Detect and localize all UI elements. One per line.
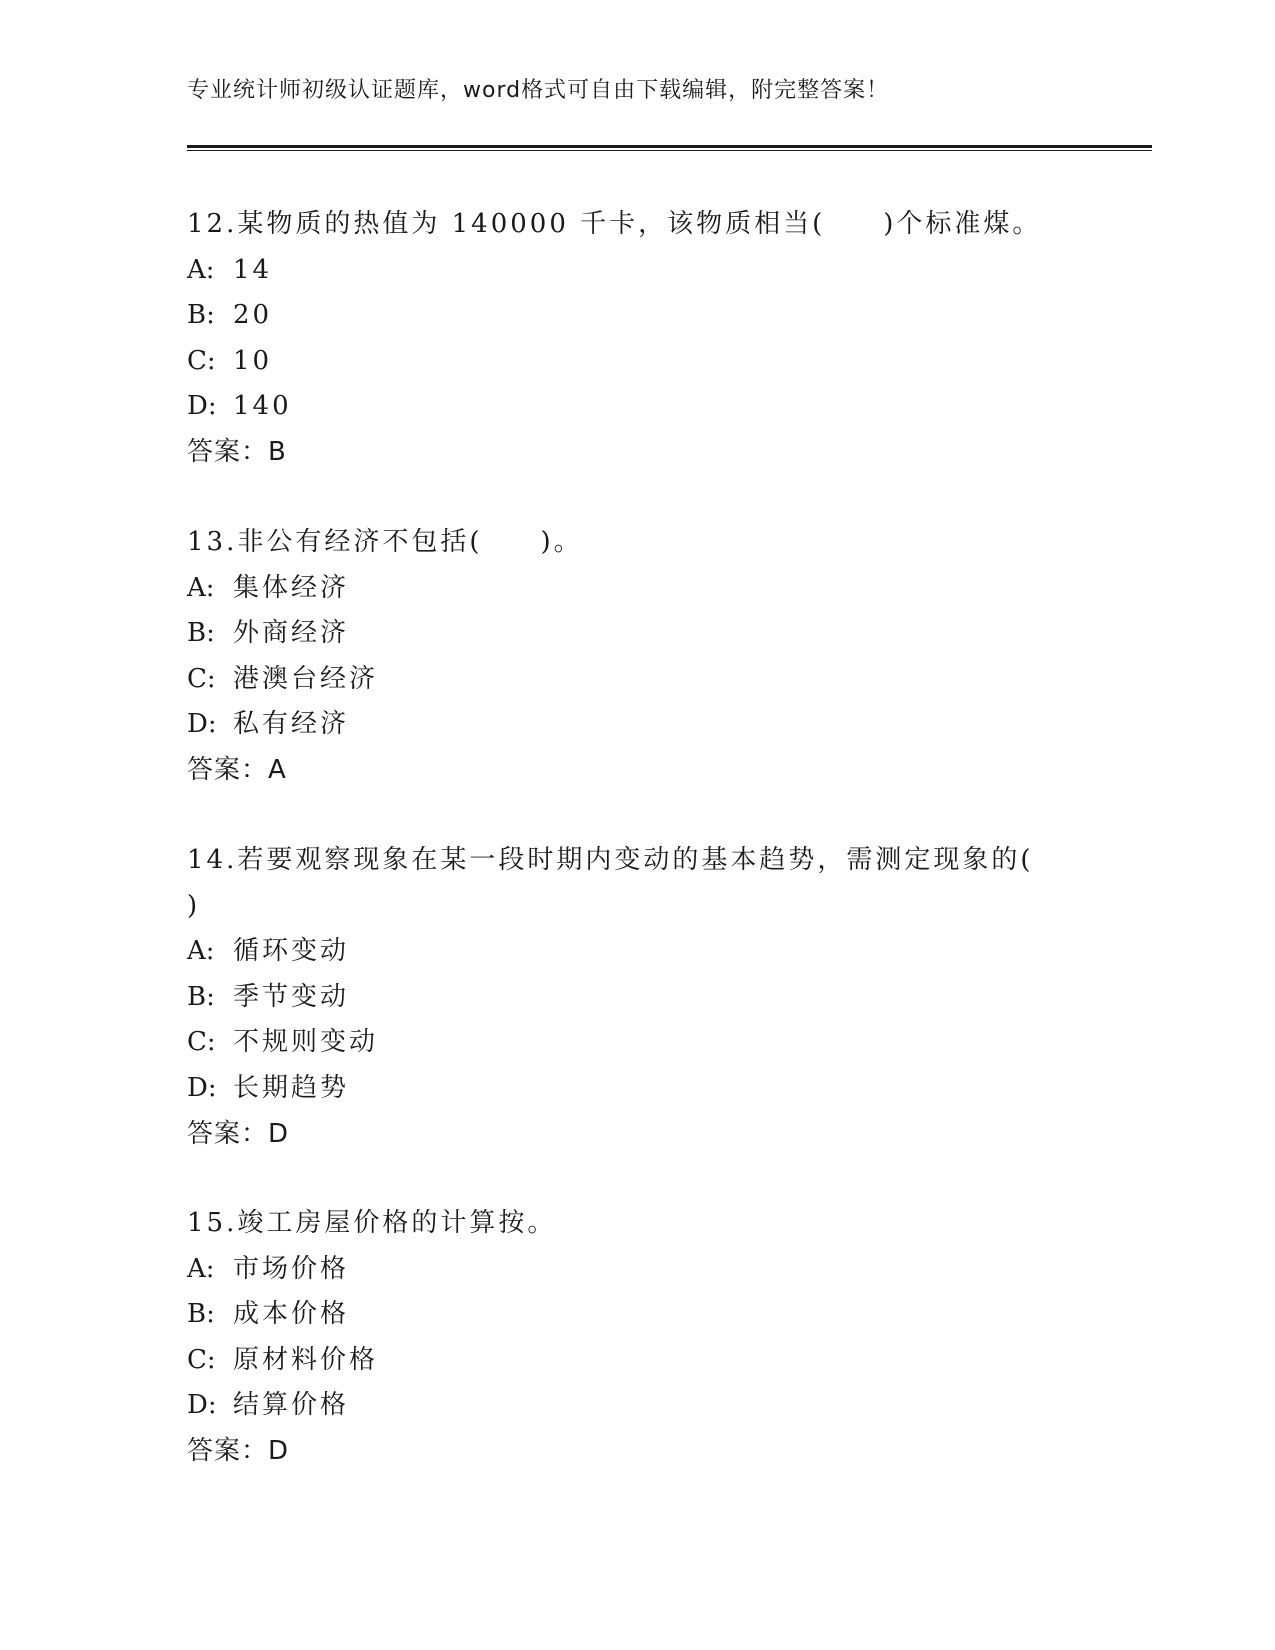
option-letter: B: bbox=[187, 618, 215, 649]
option-text: 10 bbox=[233, 345, 273, 376]
option-letter: D: bbox=[187, 1072, 217, 1103]
option-letter: A: bbox=[187, 572, 215, 603]
option-letter: D: bbox=[187, 391, 217, 422]
option-text: 季节变动 bbox=[233, 981, 350, 1012]
option-letter: C: bbox=[187, 345, 216, 376]
option-d bbox=[187, 702, 1057, 748]
option-a bbox=[187, 248, 1057, 294]
answer-line: 答案：D bbox=[187, 1118, 290, 1149]
page-header: 专业统计师初级认证题库，word格式可自由下载编辑，附完整答案！ bbox=[187, 78, 890, 103]
option-letter: C: bbox=[187, 1344, 216, 1375]
question-15 bbox=[187, 1201, 1057, 1475]
option-text: 不规则变动 bbox=[233, 1027, 379, 1058]
option-c bbox=[187, 339, 1057, 385]
answer-line: 答案：A bbox=[187, 754, 287, 785]
option-text: 私有经济 bbox=[233, 709, 350, 740]
header-divider bbox=[187, 145, 1152, 152]
option-b bbox=[187, 975, 1057, 1021]
option-d bbox=[187, 1066, 1057, 1112]
option-letter: A: bbox=[187, 936, 215, 967]
option-text: 结算价格 bbox=[233, 1390, 350, 1421]
option-c bbox=[187, 1338, 1057, 1384]
option-d bbox=[187, 384, 1057, 430]
answer-line: 答案：D bbox=[187, 1435, 290, 1466]
option-text: 集体经济 bbox=[233, 572, 350, 603]
option-letter: A: bbox=[187, 254, 215, 285]
option-text: 外商经济 bbox=[233, 618, 350, 649]
question-12 bbox=[187, 202, 1057, 476]
option-letter: B: bbox=[187, 300, 215, 331]
question-stem: 13.非公有经济不包括( )。 bbox=[187, 527, 583, 557]
option-letter: B: bbox=[187, 981, 215, 1012]
option-b bbox=[187, 293, 1057, 339]
option-text: 循环变动 bbox=[233, 936, 350, 967]
answer-line: 答案：B bbox=[187, 436, 287, 467]
option-a bbox=[187, 929, 1057, 975]
option-a bbox=[187, 1247, 1057, 1293]
option-b bbox=[187, 1292, 1057, 1338]
option-c bbox=[187, 657, 1057, 703]
option-text: 长期趋势 bbox=[233, 1072, 350, 1103]
option-letter: D: bbox=[187, 709, 217, 740]
option-b bbox=[187, 611, 1057, 657]
option-a bbox=[187, 566, 1057, 612]
question-13 bbox=[187, 520, 1057, 794]
question-14 bbox=[187, 838, 1092, 1157]
question-stem: 12.某物质的热值为 140000 千卡，该物质相当( )个标准煤。 bbox=[187, 209, 1042, 239]
option-text: 140 bbox=[233, 391, 292, 422]
option-c bbox=[187, 1020, 1057, 1066]
option-text: 14 bbox=[233, 254, 273, 285]
header-divider-thick bbox=[187, 145, 1152, 148]
option-letter: D: bbox=[187, 1390, 217, 1421]
option-text: 20 bbox=[233, 300, 273, 331]
option-text: 原材料价格 bbox=[233, 1344, 379, 1375]
header-divider-thin bbox=[187, 150, 1152, 151]
option-letter: A: bbox=[187, 1253, 215, 1284]
option-text: 港澳台经济 bbox=[233, 663, 379, 694]
question-stem: 14.若要观察现象在某一段时期内变动的基本趋势，需测定现象的( ) bbox=[187, 845, 1092, 921]
option-text: 市场价格 bbox=[233, 1253, 350, 1284]
option-letter: C: bbox=[187, 1027, 216, 1058]
option-letter: C: bbox=[187, 663, 216, 694]
option-letter: B: bbox=[187, 1299, 215, 1330]
question-stem: 15.竣工房屋价格的计算按。 bbox=[187, 1208, 557, 1238]
option-d bbox=[187, 1383, 1057, 1429]
option-text: 成本价格 bbox=[233, 1299, 350, 1330]
